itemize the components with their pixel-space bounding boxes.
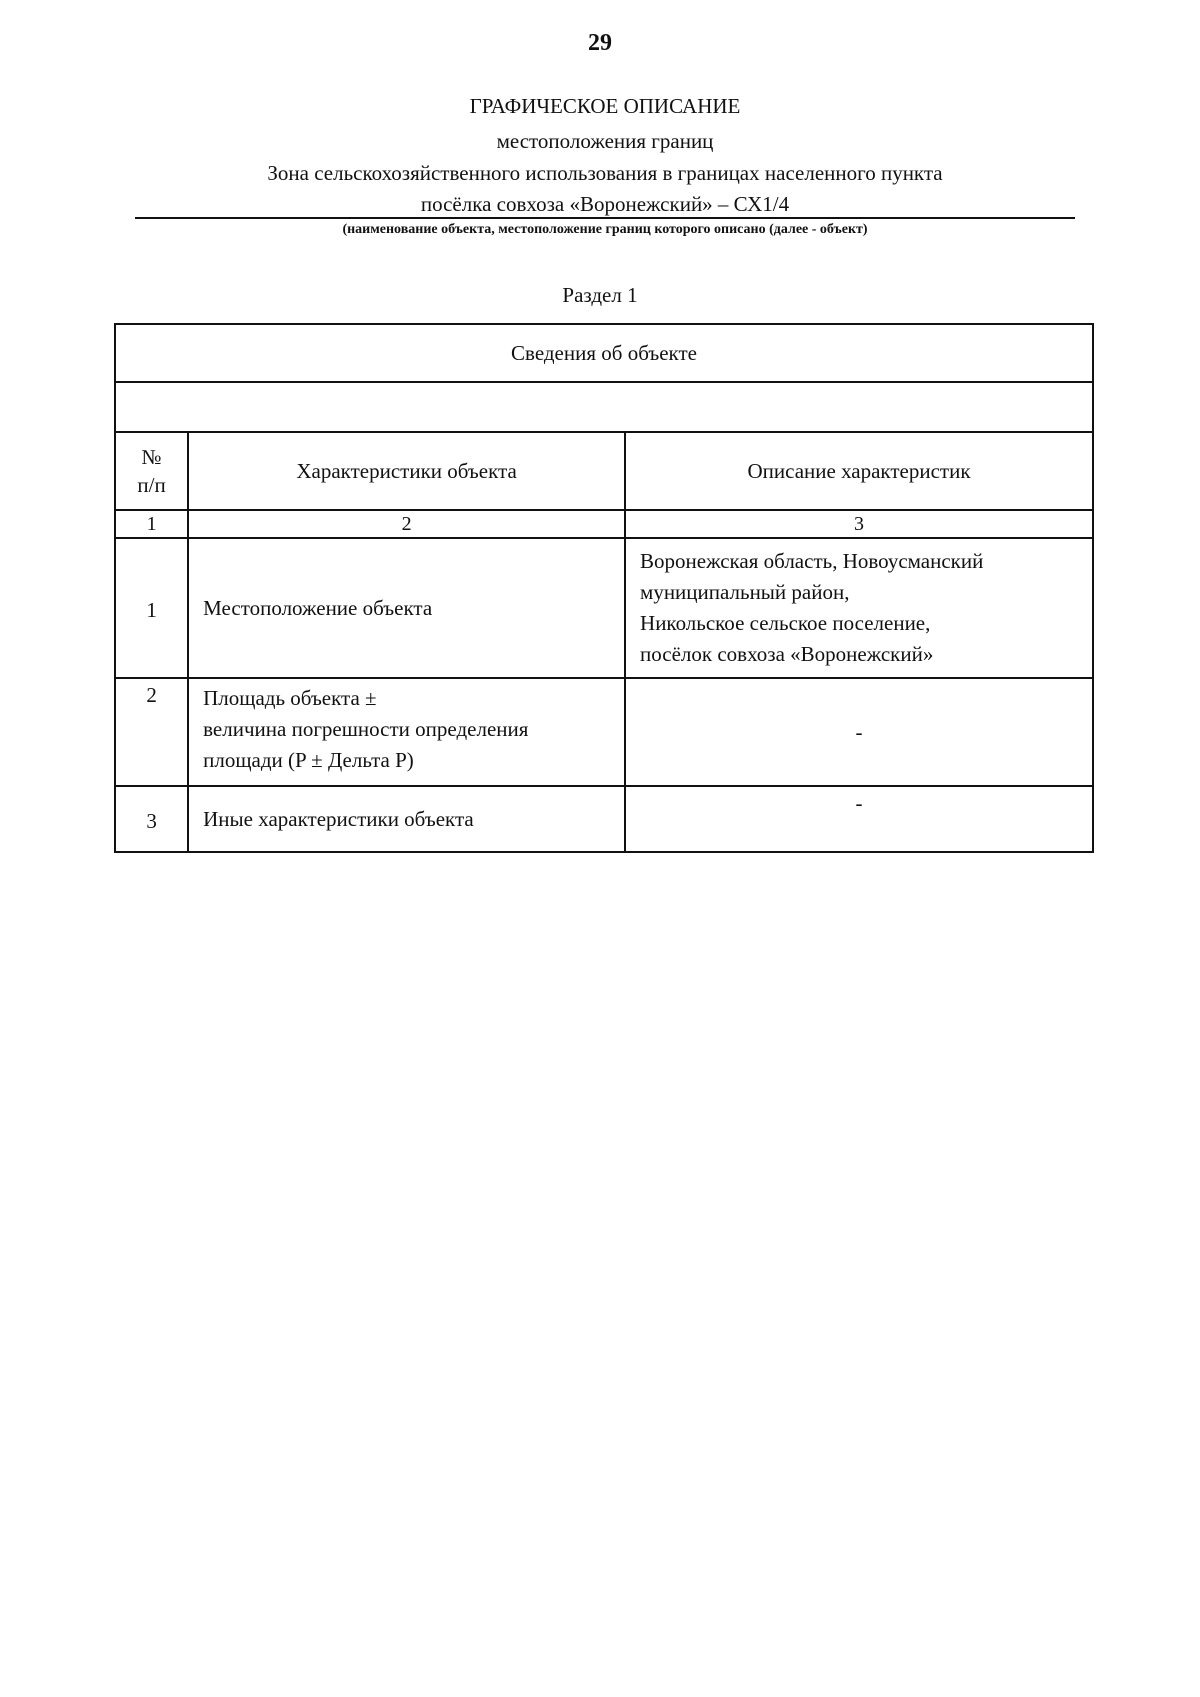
object-name-line-1: Зона сельскохозяйственного использования в границах населенного пункта [267, 161, 943, 185]
title-underline [135, 217, 1075, 219]
column-number: 1 [115, 510, 188, 538]
page-number: 29 [588, 30, 612, 56]
col-header-number [115, 432, 188, 510]
characteristic-line: величина погрешности определения [203, 717, 529, 741]
col-header-number-line2: п/п [137, 473, 166, 497]
description-line: Воронежская область, Новоусманский [640, 549, 984, 573]
table-title: Сведения об объекте [115, 324, 1093, 382]
section-label: Раздел 1 [562, 283, 638, 307]
row-number: 2 [115, 678, 188, 786]
row-description: - [625, 786, 1093, 852]
table-title-row [115, 324, 1093, 382]
col-header-number-line1: № [141, 445, 162, 469]
description-line: Никольское сельское поселение, [640, 611, 931, 635]
object-info-table [114, 323, 1094, 853]
object-name-line-2: посёлка совхоза «Воронежский» – СХ1/4 [420, 192, 790, 216]
column-number-row [115, 510, 1093, 538]
col-header-characteristics: Характеристики объекта [188, 432, 625, 510]
description-line: посёлок совхоза «Воронежский» [640, 642, 934, 666]
characteristic-line: Площадь объекта ± [203, 686, 377, 710]
column-number: 2 [188, 510, 625, 538]
object-caption: (наименование объекта, местоположение границ которого описано (далее - объект) [342, 222, 868, 237]
empty-cell [115, 382, 1093, 432]
table-row [115, 786, 1093, 852]
characteristic-line: площади (P ± Дельта P) [203, 748, 414, 772]
row-description: - [625, 678, 1093, 786]
row-characteristic [188, 678, 625, 786]
row-number: 3 [115, 786, 188, 852]
document-title: ГРАФИЧЕСКОЕ ОПИСАНИЕ [469, 94, 741, 118]
table-empty-row [115, 382, 1093, 432]
document-subtitle: местоположения границ [496, 129, 714, 153]
col-header-description: Описание характеристик [625, 432, 1093, 510]
row-number: 1 [115, 538, 188, 678]
table-row [115, 678, 1093, 786]
column-number: 3 [625, 510, 1093, 538]
row-characteristic: Иные характеристики объекта [188, 786, 625, 852]
table-row [115, 538, 1093, 678]
row-description [625, 538, 1093, 678]
description-line: муниципальный район, [640, 580, 850, 604]
row-characteristic: Местоположение объекта [188, 538, 625, 678]
column-header-row [115, 432, 1093, 510]
